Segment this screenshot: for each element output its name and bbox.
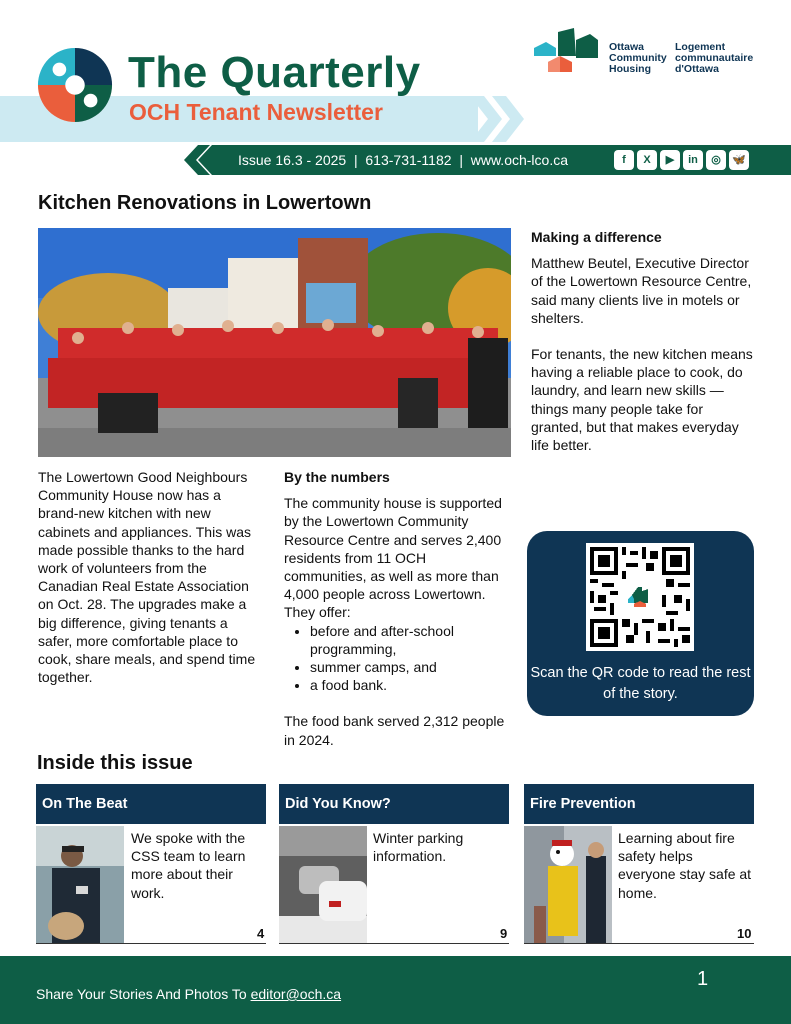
card-page-did-you-know: 9 (500, 926, 508, 941)
footer-text: Share Your Stories And Photos To editor@och.ca (36, 986, 342, 1002)
newsletter-subtitle: OCH Tenant Newsletter (129, 99, 383, 125)
volunteers-group-photo (38, 228, 511, 457)
qr-caption: Scan the QR code to read the rest of the story. (530, 665, 751, 702)
fire-safety-mascot-photo (524, 826, 612, 944)
list-item: • before and after-school programming, (310, 622, 509, 658)
phone-number[interactable]: 613-731-1182 (365, 152, 452, 168)
making-a-difference-p1: Matthew Beutel, Executive Director of the Lowertown Resource Centre, said many clients live in motels or shelters. (531, 255, 752, 326)
instagram-icon[interactable]: ◎ (706, 150, 726, 170)
food-bank-text: The food bank served 2,312 people in 2024. (284, 713, 505, 748)
making-a-difference-section (531, 228, 756, 454)
facebook-icon[interactable]: f (614, 150, 634, 170)
card-text-on-the-beat: We spoke with the CSS team to learn more about their work. (131, 830, 246, 901)
by-the-numbers-text: The community house is supported by the Lowertown Community Resource Centre and serves 2,400 residents from 11 OCH communities, as well as more than 4,000 people across Lowertown. They offer: (284, 495, 502, 621)
by-the-numbers-heading: By the numbers (284, 469, 390, 485)
x-icon[interactable]: X (637, 150, 657, 170)
making-a-difference-p2: For tenants, the new kitchen means having a reliable place to cook, do laundry, and learn new skills — things many people take for granted, but that makes everyday life better. (531, 346, 753, 454)
och-name-english: Ottawa Community Housing (609, 41, 667, 75)
making-a-difference-heading: Making a difference (531, 229, 662, 245)
card-title-fire-prevention[interactable]: Fire Prevention (524, 784, 754, 824)
issue-number: Issue 16.3 - 2025 (238, 152, 347, 168)
header-chevron-icon (470, 96, 530, 142)
inside-heading: Inside this issue (37, 752, 193, 774)
article-intro: The Lowertown Good Neighbours Community House now has a brand-new kitchen with new cabinets and appliances. This was made possible thanks to the hard work of volunteers from the Canadian Real Estate Association on Oct. 28. The upgrades make a big difference, giving tenants a safer, more comfortable place to cook, share meals, and spend time together. (38, 469, 256, 686)
divider (36, 943, 266, 944)
qr-code-icon[interactable] (586, 543, 694, 651)
divider (524, 943, 754, 944)
och-name-french: Logement communautaire d'Ottawa (675, 41, 754, 75)
article-heading: Kitchen Renovations in Lowertown (38, 192, 372, 214)
card-page-on-the-beat: 4 (257, 926, 265, 941)
card-text-fire-prevention: Learning about fire safety helps everyone stay safe at home. (618, 830, 752, 901)
divider (279, 943, 509, 944)
info-bar-text: Issue 16.3 - 2025 | 613-731-1182 | www.och-lco.ca (238, 152, 569, 168)
card-title-on-the-beat[interactable]: On The Beat (36, 784, 266, 824)
card-page-fire-prevention: 10 (737, 926, 752, 941)
newsletter-title: The Quarterly (128, 48, 421, 97)
by-the-numbers-section (284, 468, 509, 749)
card-text-did-you-know: Winter parking information. (373, 830, 464, 865)
card-title-did-you-know[interactable]: Did You Know? (279, 784, 509, 824)
bluesky-icon[interactable]: 🦋 (729, 150, 749, 170)
och-logo-icon (532, 26, 604, 76)
linkedin-icon[interactable]: in (683, 150, 703, 170)
website-link[interactable]: www.och-lco.ca (470, 152, 569, 168)
offers-list (284, 622, 509, 695)
editor-email-link[interactable]: editor@och.ca (250, 986, 342, 1002)
youtube-icon[interactable]: ▶ (660, 150, 680, 170)
officer-with-dog-photo (36, 826, 124, 944)
quarterly-logo-icon (36, 46, 114, 124)
list-item: • summer camps, and (310, 658, 509, 676)
page-number: 1 (697, 968, 709, 990)
winter-parking-photo (279, 826, 367, 944)
list-item: • a food bank. (310, 676, 509, 694)
